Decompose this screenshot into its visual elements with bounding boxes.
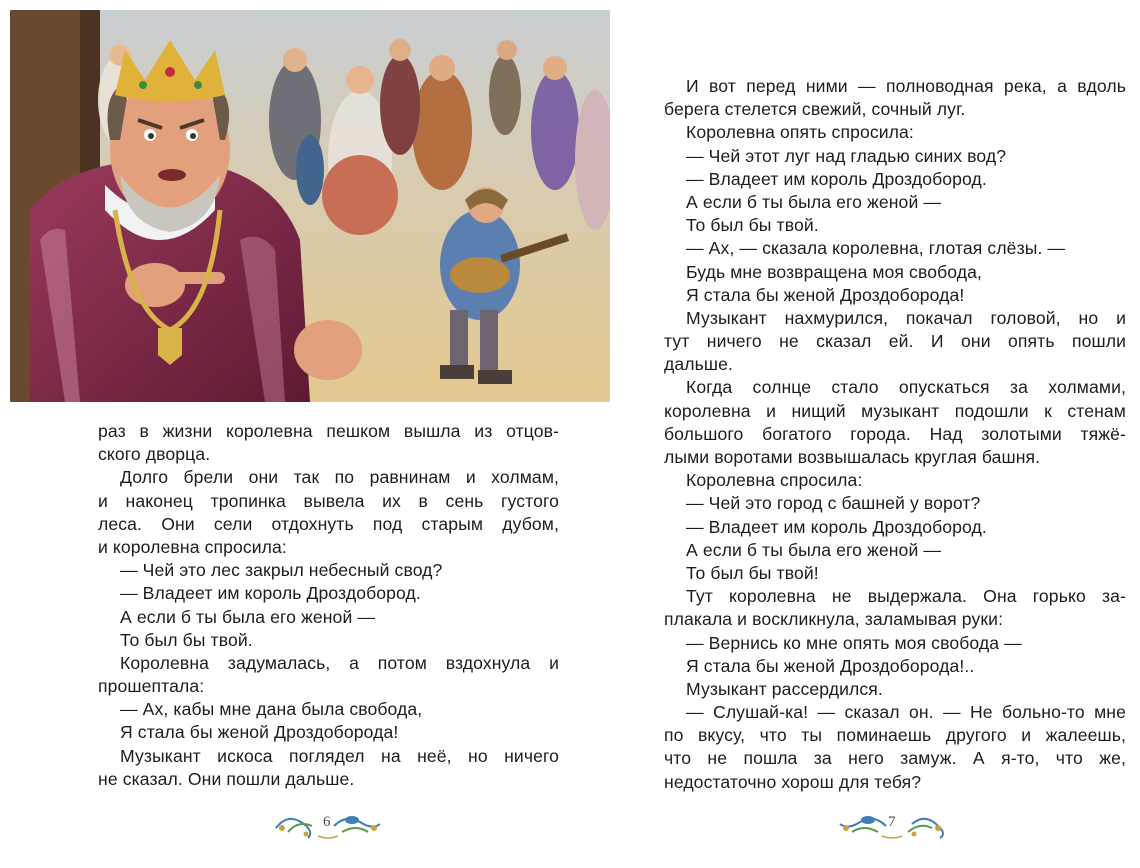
text-line: недостаточно хорош для тебя? — [664, 771, 922, 792]
text-line: лыми воротами возвышалась круглая башня. — [664, 447, 1041, 467]
page-number-ornament — [832, 804, 952, 844]
text-line: большого богатого города. Над золотыми тяжё- — [664, 423, 1126, 444]
text-line: Королевна спросила: — [686, 470, 863, 491]
text-line: То был бы твой. — [686, 215, 819, 236]
text-line: Будь мне возвращена моя свобода, — [686, 261, 982, 282]
text-line: — Владеет им король Дроздобород. — [120, 583, 421, 604]
text-line: Королевна опять спросила: — [686, 122, 914, 143]
text-line: То был бы твой! — [686, 562, 819, 583]
text-line: леса. Они сели отдохнуть под старым дубом, — [98, 513, 559, 534]
text-line: королевна и нищий музыкант подошли к стенам — [664, 400, 1126, 421]
page-number: 7 — [888, 814, 896, 830]
text-line: Музыкант рассердился. — [686, 678, 883, 699]
text-line: Когда солнце стало опускаться за холмами, — [686, 377, 1126, 398]
text-line: — Чей этот луг над гладью синих вод? — [686, 145, 1007, 166]
text-line: по вкусу, что ты поминаешь другого и жалеешь, — [664, 725, 1126, 746]
text-line: не сказал. Они пошли дальше. — [98, 768, 355, 789]
text-line: прошептала: — [98, 676, 205, 697]
text-line: плакала и воскликнула, заламывая руки: — [664, 609, 1004, 630]
text-line: Тут королевна не выдержала. Она горько за- — [686, 586, 1126, 607]
text-line: — Владеет им король Дроздобород. — [686, 516, 987, 537]
text-line: дальше. — [664, 354, 733, 375]
illustration-svg — [10, 10, 610, 402]
text-line: тут ничего не сказал ей. И они опять пошли — [664, 331, 1126, 352]
text-line: раз в жизни королевна пешком вышла из отцов- — [98, 421, 559, 441]
page-number: 6 — [323, 814, 331, 830]
text-line: — Слушай-ка! — сказал он. — Не больно-то мне — [686, 702, 1126, 723]
page-number-ornament — [268, 804, 388, 844]
text-line: А если б ты была его женой — — [686, 539, 942, 560]
text-line: и королевна спросила: — [98, 536, 287, 557]
text-line: Музыкант искоса поглядел на неё, но ничего — [120, 745, 559, 766]
text-line: А если б ты была его женой — — [120, 606, 376, 627]
text-line: — Чей это лес закрыл небесный свод? — [120, 560, 443, 581]
text-line: А если б ты была его женой — — [686, 191, 942, 212]
text-line: берега стелется свежий, сочный луг. — [664, 99, 966, 120]
text-line: — Вернись ко мне опять моя свобода — — [686, 632, 1022, 653]
text-line: — Ах, — сказала королевна, глотая слёзы. — — [686, 238, 1066, 259]
text-line: Музыкант нахмурился, покачал головой, но и — [686, 307, 1126, 328]
left-page-text — [98, 420, 559, 791]
text-line: Я стала бы женой Дроздоборода!.. — [686, 655, 975, 676]
text-line: И вот перед ними — полноводная река, а вдоль — [686, 76, 1126, 96]
text-line: Я стала бы женой Дроздоборода! — [120, 722, 399, 743]
text-line: ского дворца. — [98, 444, 211, 465]
text-line: что не пошла за него замуж. А я-то, что же, — [664, 748, 1126, 769]
text-line: Королевна задумалась, а потом вздохнула и — [120, 652, 559, 673]
king-pointing-at-musician-illustration — [10, 10, 610, 402]
text-line: Я стала бы женой Дроздоборода! — [686, 284, 965, 305]
text-line: — Чей это город с башней у ворот? — [686, 493, 981, 514]
text-line: — Владеет им король Дроздобород. — [686, 168, 987, 189]
text-line: — Ах, кабы мне дана была свобода, — [120, 699, 423, 720]
text-line: и наконец тропинка вывела их в сень густого — [98, 490, 559, 511]
text-line: Долго брели они так по равнинам и холмам, — [120, 467, 559, 488]
right-page-text — [664, 75, 1126, 794]
text-line: То был бы твой. — [120, 629, 253, 650]
